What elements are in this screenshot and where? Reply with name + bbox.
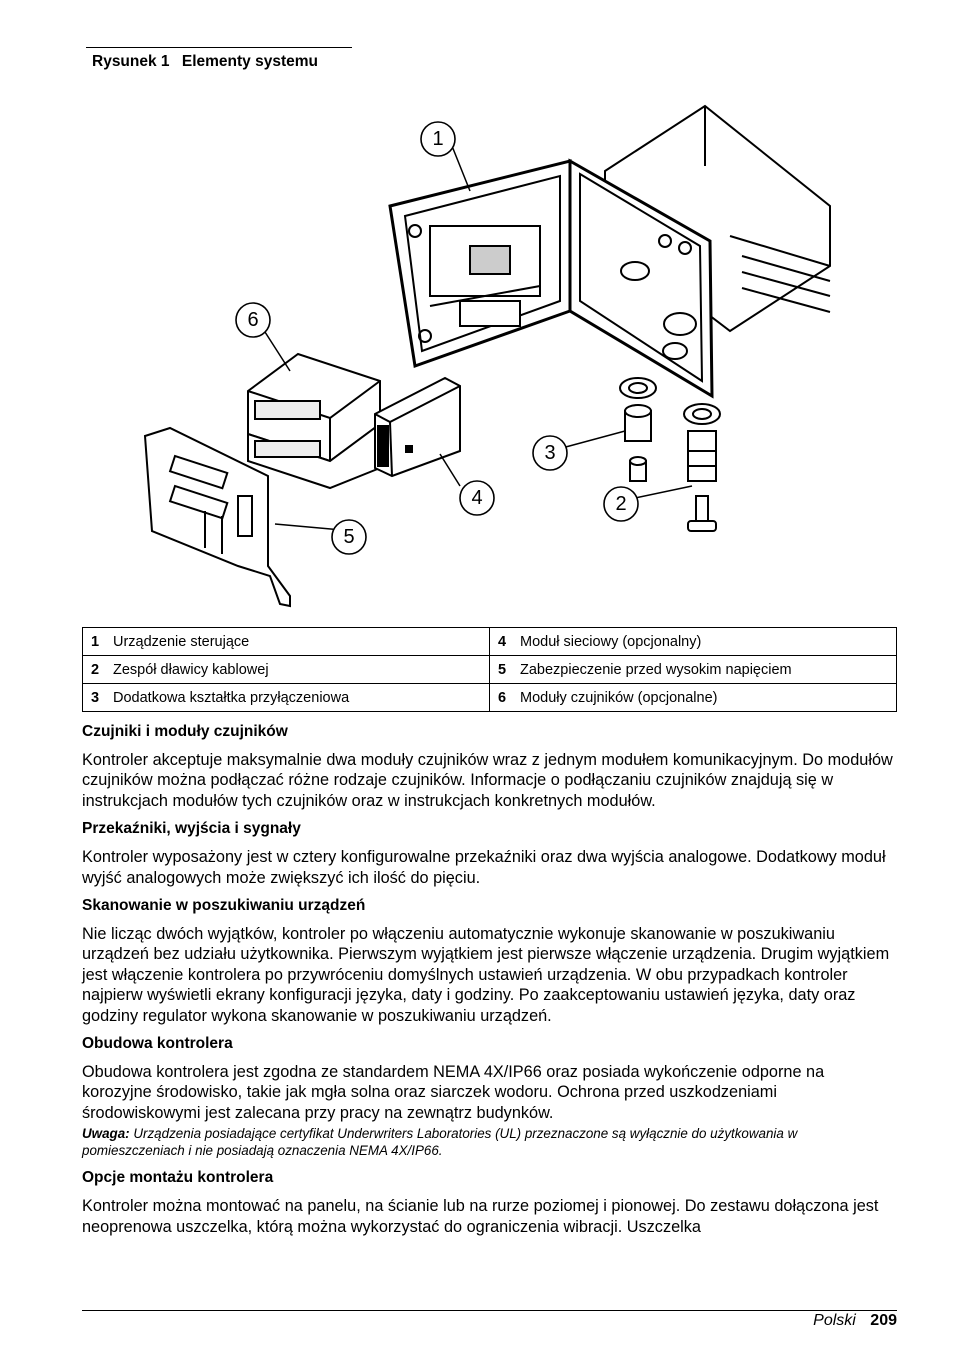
figure-caption-title: Elementy systemu xyxy=(181,53,318,70)
controller-front xyxy=(390,161,570,366)
body-content xyxy=(82,722,897,1245)
legend-cell xyxy=(83,628,490,656)
system-components-illustration xyxy=(130,96,850,616)
section-paragraph: Kontroler można montować na panelu, na ścianie lub na rurze poziomej i pionowej. Do zestawu dołączona jest neoprenowa uszczelka, którą można wykorzystać do ograniczenia wibracji. Uszczelka xyxy=(82,1197,879,1236)
footer-rule xyxy=(82,1310,897,1311)
network-module xyxy=(375,378,460,476)
svg-text:1: 1 xyxy=(432,128,444,150)
callout-5 xyxy=(332,520,366,554)
cable-gland-assembly xyxy=(684,404,720,531)
legend-cell xyxy=(490,628,897,656)
page-number: 209 xyxy=(870,1312,897,1329)
legend-number: 2 xyxy=(91,661,100,678)
legend-label: Zabezpieczenie przed wysokim napięciem xyxy=(520,661,792,678)
callout-1 xyxy=(421,122,455,156)
section-heading: Skanowanie w poszukiwaniu urządzeń xyxy=(82,897,366,915)
section-heading: Opcje montażu kontrolera xyxy=(82,1169,274,1187)
svg-text:3: 3 xyxy=(544,442,556,464)
section-paragraph: Nie licząc dwóch wyjątków, kontroler po włączeniu automatycznie wykonuje skanowanie w poszukiwaniu urządzeń bez udziału użytkownika. Pierwszym wyjątkiem jest pierwsze włączenie urządzenia. Drugim wyjątkiem jest włączenie kontrolera po przywróceniu domyślnych ustawień urządzenia. W obu przypadkach kontroler najpierw wyświetli ekrany konfiguracji języka, daty i godziny. Po zaakceptowaniu ustawień języka, daty oraz godziny regulator wykona skanowanie w poszukiwaniu urządzeń. xyxy=(82,925,890,1025)
svg-text:4: 4 xyxy=(471,487,483,509)
legend-number: 4 xyxy=(498,633,507,650)
legend-label: Moduł sieciowy (opcjonalny) xyxy=(520,633,702,650)
legend-cell xyxy=(490,656,897,684)
section-heading: Przekaźniki, wyjścia i sygnały xyxy=(82,820,301,838)
table-row xyxy=(83,628,897,656)
note-text: Urządzenia posiadające certyfikat Underwriters Laboratories (UL) przeznaczone są wyłącznie do użytkowania w pomieszczeniach i nie posiadają oznaczenia NEMA 4X/IP66. xyxy=(82,1126,798,1159)
table-row xyxy=(83,684,897,712)
legend-label: Urządzenie sterujące xyxy=(113,633,250,650)
legend-cell xyxy=(83,656,490,684)
note xyxy=(82,1125,897,1159)
legend-number: 5 xyxy=(498,661,507,678)
page-footer xyxy=(813,1312,897,1330)
svg-text:5: 5 xyxy=(343,526,355,548)
legend-cell xyxy=(490,684,897,712)
footer-language: Polski xyxy=(813,1312,856,1329)
legend-label: Dodatkowa kształtka przyłączeniowa xyxy=(113,689,350,706)
section-heading: Czujniki i moduły czujników xyxy=(82,723,288,740)
sensor-modules xyxy=(248,354,380,488)
callout-4 xyxy=(460,481,494,515)
legend-number: 3 xyxy=(91,689,100,706)
note-label: Uwaga: xyxy=(82,1126,130,1142)
table-row xyxy=(83,656,897,684)
section-heading: Obudowa kontrolera xyxy=(82,1035,233,1053)
plug-fitting xyxy=(620,378,656,481)
figure-caption xyxy=(92,53,318,71)
callout-6 xyxy=(236,303,270,337)
section-paragraph: Kontroler akceptuje maksymalnie dwa moduły czujników wraz z jednym modułem komunikacyjnym. Do modułów czujników można podłączać różne rodzaje czujników. Informacje o podłączaniu czujników znajdują się w instrukcjach modułów tych czujników oraz w instrukcjach konkretnych modułów. xyxy=(82,751,893,810)
legend-label: Zespół dławicy kablowej xyxy=(113,661,269,678)
svg-text:6: 6 xyxy=(247,309,259,331)
section-paragraph: Obudowa kontrolera jest zgodna ze standardem NEMA 4X/IP66 oraz posiada wykończenie odporne na korozyjne środowisko, takie jak mgła solna oraz siarczek wodoru. Ochrona przed uszkodzeniami środowiskowymi jest zalecana przy pracy na zewnątrz budynków. xyxy=(82,1063,825,1122)
legend-label: Moduły czujników (opcjonalne) xyxy=(520,689,718,706)
caption-rule xyxy=(86,47,352,48)
legend-number: 6 xyxy=(498,689,507,706)
callout-2 xyxy=(604,487,638,521)
legend-number: 1 xyxy=(91,633,100,650)
figure-legend-table xyxy=(82,627,897,712)
section-paragraph: Kontroler wyposażony jest w cztery konfigurowalne przekaźniki oraz dwa wyjścia analogowe. Dodatkowy moduł wyjść analogowych może zwiększyć ich ilość do pięciu. xyxy=(82,848,886,887)
svg-text:2: 2 xyxy=(615,493,627,515)
legend-cell xyxy=(83,684,490,712)
figure-caption-number: Rysunek 1 xyxy=(92,53,170,70)
callout-3 xyxy=(533,436,567,470)
